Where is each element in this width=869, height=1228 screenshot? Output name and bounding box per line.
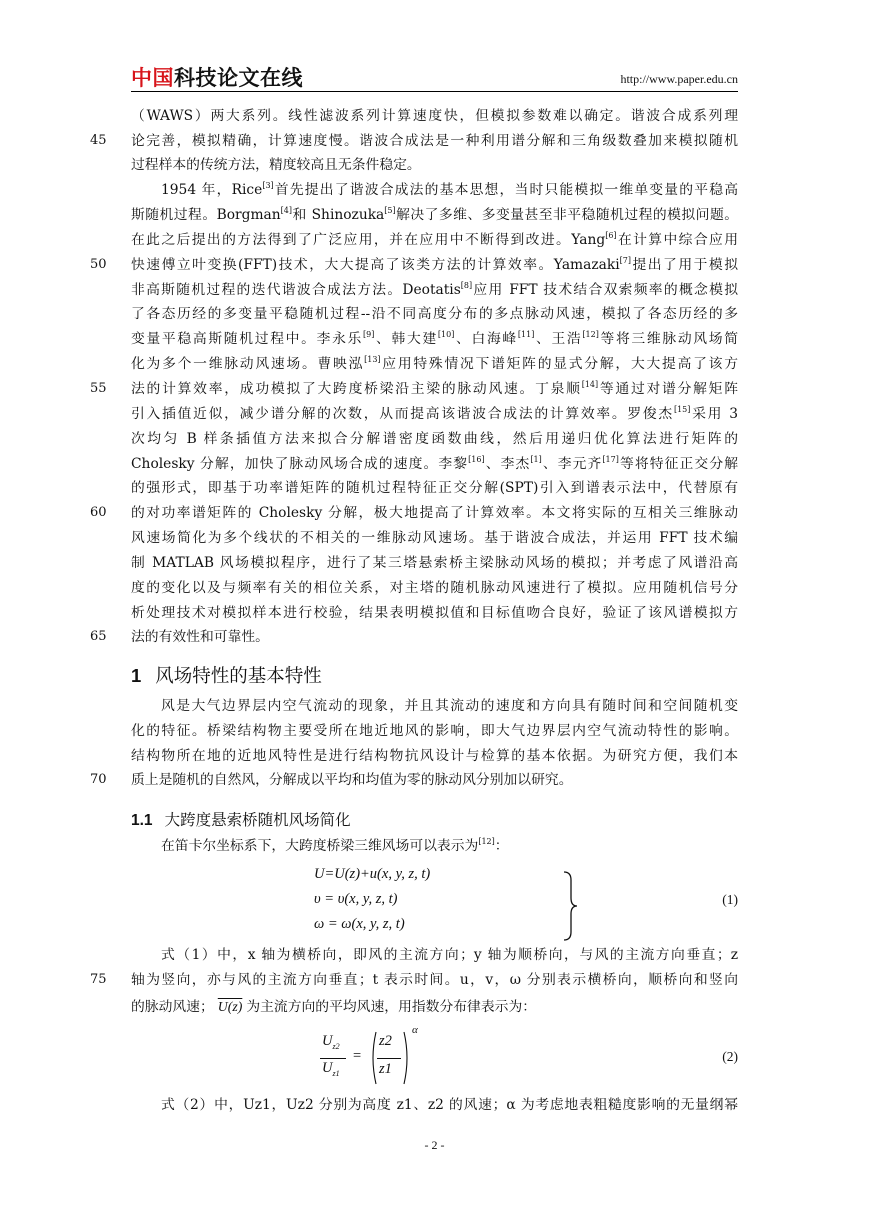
paper-page: 中国科技论文在线 http://www.paper.edu.cn 45 50 55 60 65 70 75 （WAWS）两大系列。线性滤波系列计算速度快，但模拟参数难以确定。谐波合成系列理 论完善，模拟精确，计算速度慢。谐波合成法是一种利用谱分解和三角级数叠加来模拟随机 过程样本的传统方法，精度较高且无条件稳定。 1954 年，Rice[3]首先提出了谐波合成法的基本思想，当时只能模拟一维单变量的平稳高 斯随机过程。Borgman[4]和 Shinozuka[5]解决了多维、多变量甚至非平稳随机过程的模拟问题。 在此之后提出的方法得到了广泛应用，并在应用中不断得到改进。Yang[6]在计算中综合应用 快速傅立叶变换(FFT)技术，大大提高了该类方法的计算效率。Yamazaki[7]提出了用于模拟 非高斯随机过程的迭代谐波合成法方法。Deotatis[8]应用 FFT 技术结合双索频率的概念模拟 了各态历经的多变量平稳随机过程--沿不同高度分布的多点脉动风速，模拟了各态历经的多 变量平稳高斯随机过程中。李永乐[9]、韩大建[10]、白海峰[11]、王浩[12]等将三维脉动风场简 化为多个一维脉动风速场。曹映泓[13]应用特殊情况下谱矩阵的显式分解，大大提高了该方 法的计算效率，成功模拟了大跨度桥梁沿主梁的脉动风速。丁泉顺[14]等通过对谱分解矩阵 引入插值近似，减少谱分解的次数，从而提高该谐波合成法的计算效率。罗俊杰[15]采用 3 次均匀 B 样条插值方法来拟合分解谱密度函数曲线，然后用递归优化算法进行矩阵的 Cholesky 分解，加快了脉动风场合成的速度。李黎[16]、李杰[1]、李元齐[17]等将特征正交分解 的强形式，即基于功率谱矩阵的随机过程特征正交分解(SPT)引入到谱表示法中，代替原有 的对功率谱矩阵的 Cholesky 分解，极大地提高了计算效率。本文将实际的互相关三维脉动 风速场简化为多个线状的不相关的一维脉动风速场。基于谐波合成法，并运用 FFT 技术编 制 MATLAB 风场模拟程序，进行了某三塔悬索桥主梁脉动风场的模拟；并考虑了风谱沿高 度的变化以及与频率有关的相位关系，对主塔的随机脉动风速进行了模拟。应用随机信号分 析处理技术对模拟样本进行校验，结果表明模拟值和目标值吻合良好，验证了该风谱模拟方 法的有效性和可靠性。 1 风场特性的基本特性 风是大气边界层内空气流动的现象，并且其流动的速度和方向具有随时间和空间随机变 化的特征。桥梁结构物主要受所在地近地风的影响，即大气边界层内空气流动特性的影响。 结构物所在地的近地风特性是进行结构物抗风设计与检算的基本依据。为研究方便，我们本 质上是随机的自然风，分解成以平均和均值为零的脉动风分别加以研究。 1.1 大跨度悬索桥随机风场简化 在笛卡尔坐标系下，大跨度桥梁三维风场可以表示为[12]： U=U(z)+u(x, y, z, t) υ = υ(x, y, z, t) ω = ω(x, y, z, t) (1) 式（1）中，x 轴为横桥向，即风的主流方向；y 轴为顺桥向，与风的主流方向垂直；z 轴为竖向，亦与风的主流方向垂直；t 表示时间。u，v，ω 分别表示横桥向，顺桥向和竖向 的脉动风速； U(z) 为主流方向的平均风速，用指数分布律表示为： $U_{z2}$ $U_{z1}$ = z2 z1 α (2) 式（2）中，Uz1，Uz2 分别为高度 z1、z2 的风速；α 为考虑地表粗糙度影响的无量纲幂 - 2 - [0,0,869,1228]
body-text-line: 快速傅立叶变换(FFT)技术，大大提高了该类方法的计算效率。Yamazaki[7]提出了用于模拟 [131,256,738,273]
citation[interactable]: [12] [582,330,599,339]
body-text-line: 化为多个一维脉动风速场。曹映泓[13]应用特殊情况下谱矩阵的显式分解，大大提高了该方 [131,355,739,372]
citation[interactable]: [1] [530,455,542,464]
body-text-line: 次均匀 B 样条插值方法来拟合分解谱密度函数曲线，然后用递归优化算法进行矩阵的 [131,431,738,447]
body-text-line: 法的计算效率，成功模拟了大跨度桥梁沿主梁的脉动风速。丁泉顺[14]等通过对谱分解矩阵 [131,380,738,397]
body-text-line: 变量平稳高斯随机过程中。李永乐[9]、韩大建[10]、白海峰[11]、王浩[12]等将三维脉动风场简 [131,330,739,347]
logo-red-text: 中国 [131,66,174,90]
body-text-line: 度的变化以及与频率有关的相位关系，对主塔的随机脉动风速进行了模拟。应用随机信号分 [131,580,738,596]
body-text-line: 的脉动风速； U(z) 为主流方向的平均风速，用指数分布律表示为： [131,999,537,1015]
body-text-line: 结构物所在地的近地风特性是进行结构物抗风设计与检算的基本依据。为研究方便，我们本 [131,748,738,764]
body-text-line: 1954 年，Rice[3]首先提出了谐波合成法的基本思想，当时只能模拟一维单变量的平稳高 [161,181,738,198]
equation-1-line-1: U=U(z)+u(x, y, z, t) [314,866,431,882]
citation[interactable]: [5] [384,206,396,215]
equation-number: (1) [722,892,738,907]
subsection-number: 1.1 [131,812,153,829]
equation-2-lhs-denominator: $U_{z1}$ [322,1060,340,1078]
right-brace-icon [562,870,580,942]
body-text-line: Cholesky 分解，加快了脉动风场合成的速度。李黎[16]、李杰[1]、李元齐[17]等将特征正交分解 [131,455,739,472]
body-text-line: （WAWS）两大系列。线性滤波系列计算速度快，但模拟参数难以确定。谐波合成系列理 [131,108,738,124]
citation[interactable]: [4] [280,206,293,215]
body-text-line: 的强形式，即基于功率谱矩阵的随机过程特征正交分解(SPT)引入到谱表示法中，代替原有 [131,480,738,496]
citation[interactable]: [7] [619,256,631,265]
equation-1-line-3: ω = ω(x, y, z, t) [314,916,405,932]
citation[interactable]: [3] [262,181,274,190]
fraction-bar [377,1058,401,1059]
body-text-line: 制 MATLAB 风场模拟程序，进行了某三塔悬索桥主梁脉动风场的模拟；并考虑了风谱沿高 [131,555,738,571]
line-number: 50 [90,257,107,272]
body-text-line: 式（2）中，Uz1，Uz2 分别为高度 z1、z2 的风速；α 为考虑地表粗糙度影响的无量纲幂 [161,1097,738,1113]
body-text-line: 化的特征。桥梁结构物主要受所在地近地风的影响，即大气边界层内空气流动特性的影响。 [131,723,738,739]
section-title: 风场特性的基本特性 [155,666,322,687]
equation-2-lhs-numerator: $U_{z2}$ [322,1033,340,1051]
body-text-line: 析处理技术对模拟样本进行校验，结果表明模拟值和目标值吻合良好，验证了该风谱模拟方 [131,605,738,621]
body-text-line: 引入插值近似，减少谱分解的次数，从而提高该谐波合成法的计算效率。罗俊杰[15]采用 3 [131,405,738,422]
body-text-line: 过程样本的传统方法，精度较高且无条件稳定。 [131,157,421,173]
line-number: 60 [90,505,107,520]
citation[interactable]: [10] [437,330,455,339]
body-text-line: 论完善，模拟精确，计算速度慢。谐波合成法是一种利用谱分解和三角级数叠加来模拟随机 [131,133,738,149]
citation[interactable]: [11] [517,330,535,339]
line-number: 65 [90,629,107,644]
citation[interactable]: [6] [605,231,617,240]
section-heading [131,662,322,691]
body-text-line: 轴为竖向，亦与风的主流方向垂直；t 表示时间。u，v，ω 分别表示横桥向，顺桥向和竖向 [131,972,738,988]
citation[interactable]: [15] [673,405,691,414]
body-text-line: 质上是随机的自然风，分解成以平均和均值为零的脉动风分别加以研究。 [131,772,573,788]
header-url[interactable]: http://www.paper.edu.cn [620,72,738,86]
line-number: 70 [90,772,107,787]
equation-2-rhs-numerator: z2 [379,1033,392,1049]
page-number: - 2 - [424,1138,445,1152]
body-text-line: 了各态历经的多变量平稳随机过程--沿不同高度分布的多点脉动风速，模拟了各态历经的多 [131,306,738,322]
mean-wind-symbol: U(z) [217,999,243,1014]
citation[interactable]: [8] [460,281,473,290]
citation[interactable]: [14] [581,380,599,389]
equation-2-rhs-denominator: z1 [379,1061,392,1077]
body-text-line: 在此之后提出的方法得到了广泛应用，并在应用中不断得到改进。Yang[6]在计算中综合应用 [131,231,739,248]
line-number: 45 [90,133,107,148]
citation[interactable]: [13] [364,355,381,364]
citation[interactable]: [9] [363,330,375,339]
logo-black-text: 科技论文在线 [174,66,303,90]
line-number: 55 [90,381,107,396]
subsection-title: 大跨度悬索桥随机风场简化 [164,811,351,829]
subsection-heading [131,808,351,833]
body-text-line: 斯随机过程。Borgman[4]和 Shinozuka[5]解决了多维、多变量甚至非平稳随机过程的模拟问题。 [131,206,739,223]
equation-1-line-2: υ = υ(x, y, z, t) [314,891,398,907]
citation[interactable]: [17] [602,455,619,464]
citation[interactable]: [16] [468,455,485,464]
body-text-line: 风速场简化为多个线状的不相关的一维脉动风速场。基于谐波合成法，并运用 FFT 技术编 [131,530,738,546]
header-divider [131,91,738,92]
body-text-line: 在笛卡尔坐标系下，大跨度桥梁三维风场可以表示为[12]： [161,837,509,854]
equation-number: (2) [722,1049,738,1064]
site-logo[interactable] [131,62,303,92]
body-text-line: 非高斯随机过程的迭代谐波合成法方法。Deotatis[8]应用 FFT 技术结合双索频率的概念模拟 [131,281,739,298]
line-number: 75 [90,972,107,987]
fraction-bar [320,1058,346,1059]
body-text-line: 式（1）中，x 轴为横桥向，即风的主流方向；y 轴为顺桥向，与风的主流方向垂直；z [161,947,738,963]
equation-2-exponent: α [412,1024,418,1036]
body-text-line: 的对功率谱矩阵的 Cholesky 分解，极大地提高了计算效率。本文将实际的互相关三维脉动 [131,505,738,521]
body-text-line: 风是大气边界层内空气流动的现象，并且其流动的速度和方向具有随时间和空间随机变 [161,698,738,714]
citation[interactable]: [12] [478,837,495,846]
body-text-line: 法的有效性和可靠性。 [131,629,269,645]
section-number: 1 [131,665,142,686]
